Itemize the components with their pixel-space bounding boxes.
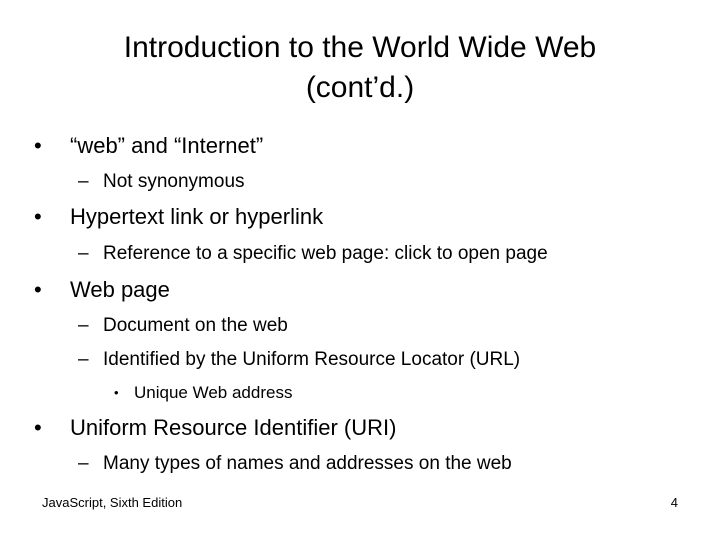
sub-sub-bullet-text: Unique Web address (134, 383, 293, 402)
bullet-text: Uniform Resource Identifier (URI) (70, 415, 397, 440)
dash-marker: – (78, 243, 89, 264)
dash-marker: – (78, 315, 89, 336)
page-number: 4 (670, 495, 678, 510)
sub-bullet-text: Not synonymous (103, 171, 245, 192)
sub-bullet-text: Identified by the Uniform Resource Locator (URL) (103, 349, 521, 370)
bullet-marker: • (34, 133, 42, 158)
slide-title-line-1: Introduction to the World Wide Web (123, 31, 597, 64)
bullet-text: “web” and “Internet” (70, 133, 264, 158)
bullet-text: Web page (70, 277, 170, 302)
bullet-text: Hypertext link or hyperlink (70, 204, 324, 229)
slide-title-line-2: (cont’d.) (305, 71, 415, 104)
bullet-marker: • (114, 385, 119, 400)
sub-bullet-text: Document on the web (103, 315, 288, 336)
footer-book-title: JavaScript, Sixth Edition (42, 495, 183, 510)
dash-marker: – (78, 453, 89, 474)
dash-marker: – (78, 171, 89, 192)
sub-bullet-text: Many types of names and addresses on the web (103, 453, 512, 474)
dash-marker: – (78, 349, 89, 370)
slide-title (60, 28, 660, 108)
bullet-marker: • (34, 204, 42, 229)
bullet-marker: • (34, 277, 42, 302)
sub-bullet-text: Reference to a specific web page: click to open page (103, 243, 548, 264)
bullet-marker: • (34, 415, 42, 440)
